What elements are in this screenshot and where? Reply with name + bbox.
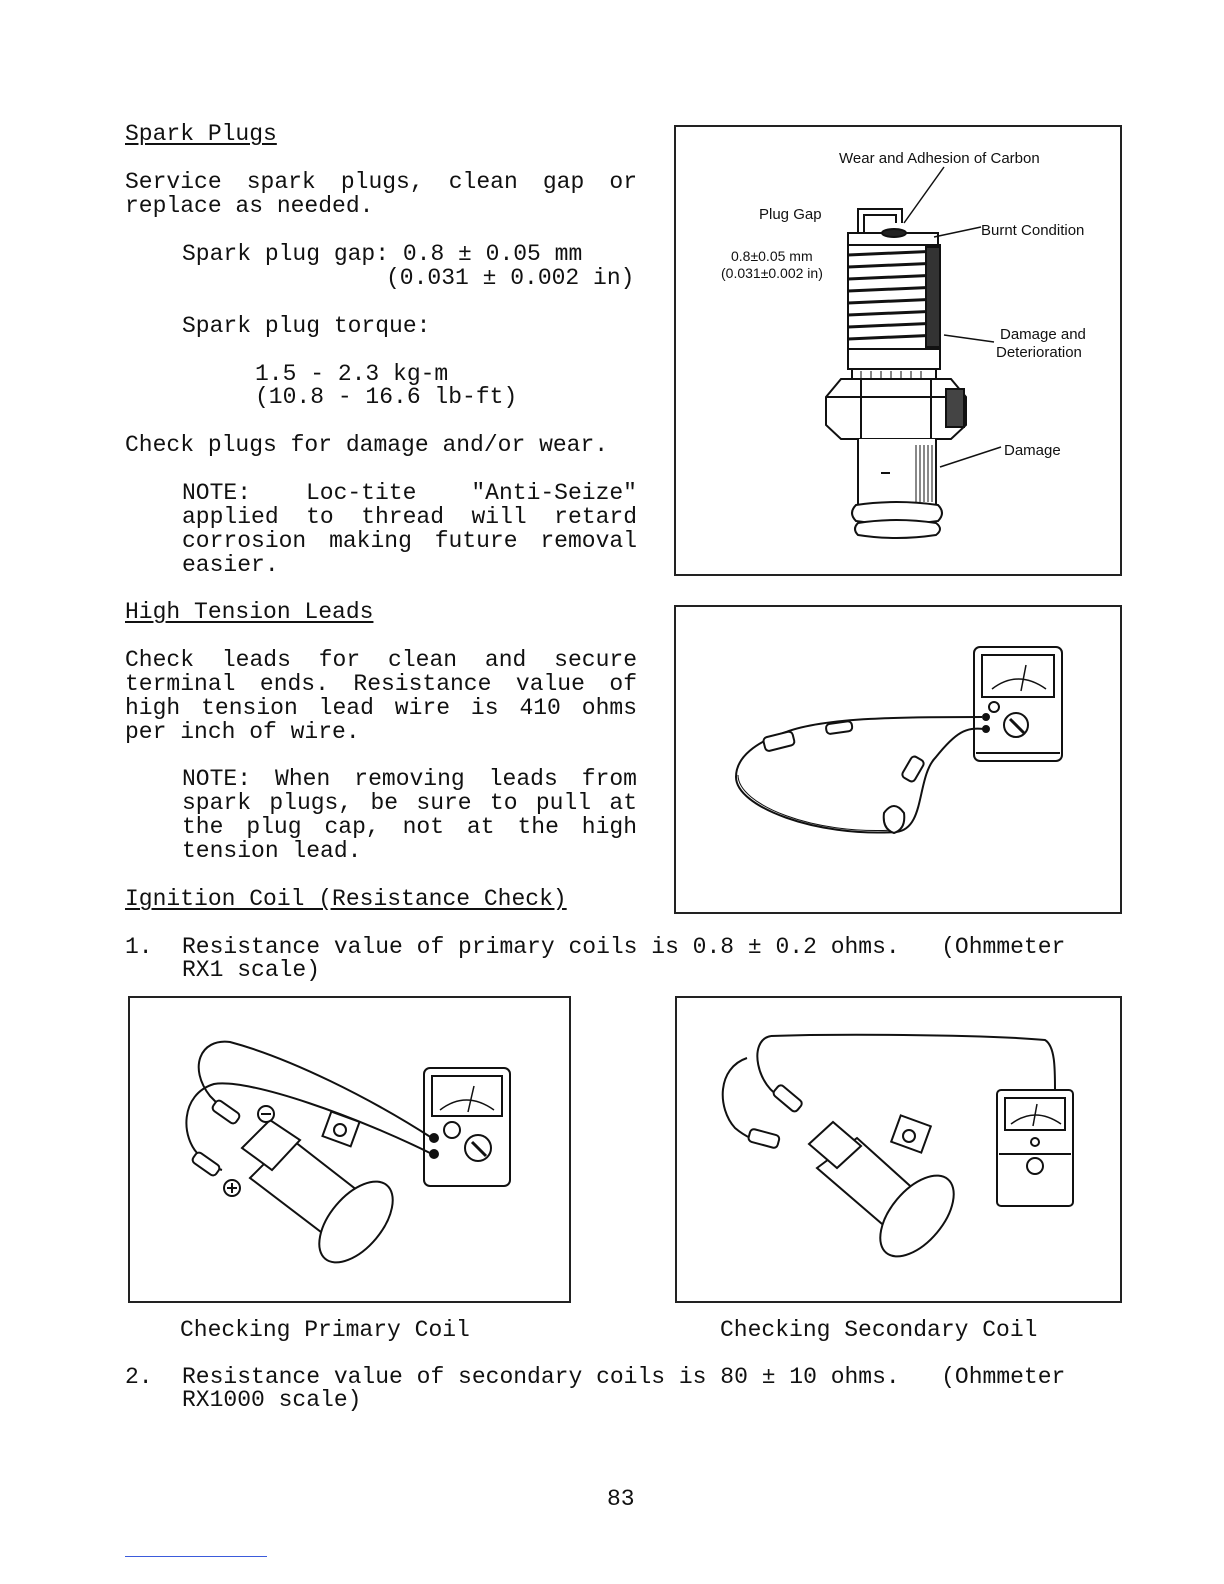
damage-deterioration-label-2: Deterioration [996,344,1082,361]
spark-plugs-heading: Spark Plugs [125,121,277,147]
item2-line1: Resistance value of secondary coils is 80 ± 10 ohms. (Ohmmeter [182,1364,1066,1390]
gap-spec-inches: (0.031 ± 0.002 in) [386,265,635,291]
secondary-coil-figure [675,996,1122,1303]
primary-coil-drawing [130,998,573,1305]
item1-number: 1. [125,934,153,960]
high-tension-heading: High Tension Leads [125,599,374,625]
primary-coil-figure [128,996,571,1303]
check-plugs: Check plugs for damage and/or wear. [125,432,609,458]
torque-label: Spark plug torque: [182,313,431,339]
high-tension-body: Check leads for clean and secure terminal ends. Resistance value of high tension lead wire is 410 ohms per inch of wire. [125,647,637,745]
item2-line2: RX1000 scale) [182,1387,362,1413]
plug-gap-in: (0.031±0.002 in) [721,265,823,281]
wear-adhesion-label: Wear and Adhesion of Carbon [839,150,1040,167]
caption-primary-coil: Checking Primary Coil [180,1317,470,1343]
item1-line2: RX1 scale) [182,957,321,983]
item1-line1: Resistance value of primary coils is 0.8 ± 0.2 ohms. (Ohmmeter [182,934,1066,960]
plug-gap-mm: 0.8±0.05 mm [731,248,813,264]
torque-imperial: (10.8 - 16.6 lb-ft) [255,384,518,410]
burnt-condition-label: Burnt Condition [981,222,1085,239]
ignition-coil-heading: Ignition Coil (Resistance Check) [125,886,567,912]
lead-test-drawing [676,607,1124,916]
damage-label: Damage [1004,442,1061,459]
spark-plug-figure [674,125,1122,576]
gap-spec: Spark plug gap: 0.8 ± 0.05 mm [182,241,583,267]
secondary-coil-drawing [677,998,1124,1305]
high-tension-note: NOTE: When removing leads from spark plugs, be sure to pull at the plug cap, not at the high tension lead. [182,766,637,864]
spark-plugs-intro: Service spark plugs, clean gap or replace as needed. [125,169,637,219]
torque-metric: 1.5 - 2.3 kg-m [255,361,449,387]
lead-test-figure [674,605,1122,914]
caption-secondary-coil: Checking Secondary Coil [720,1317,1038,1343]
item2-number: 2. [125,1364,153,1390]
anti-seize-note: NOTE: Loc-tite "Anti-Seize" applied to thread will retard corrosion making future removal easier. [182,480,637,578]
damage-deterioration-label-1: Damage and [1000,326,1086,343]
footer-rule [125,1556,267,1557]
page-number: 83 [607,1486,635,1512]
plug-gap-label: Plug Gap [759,206,822,223]
